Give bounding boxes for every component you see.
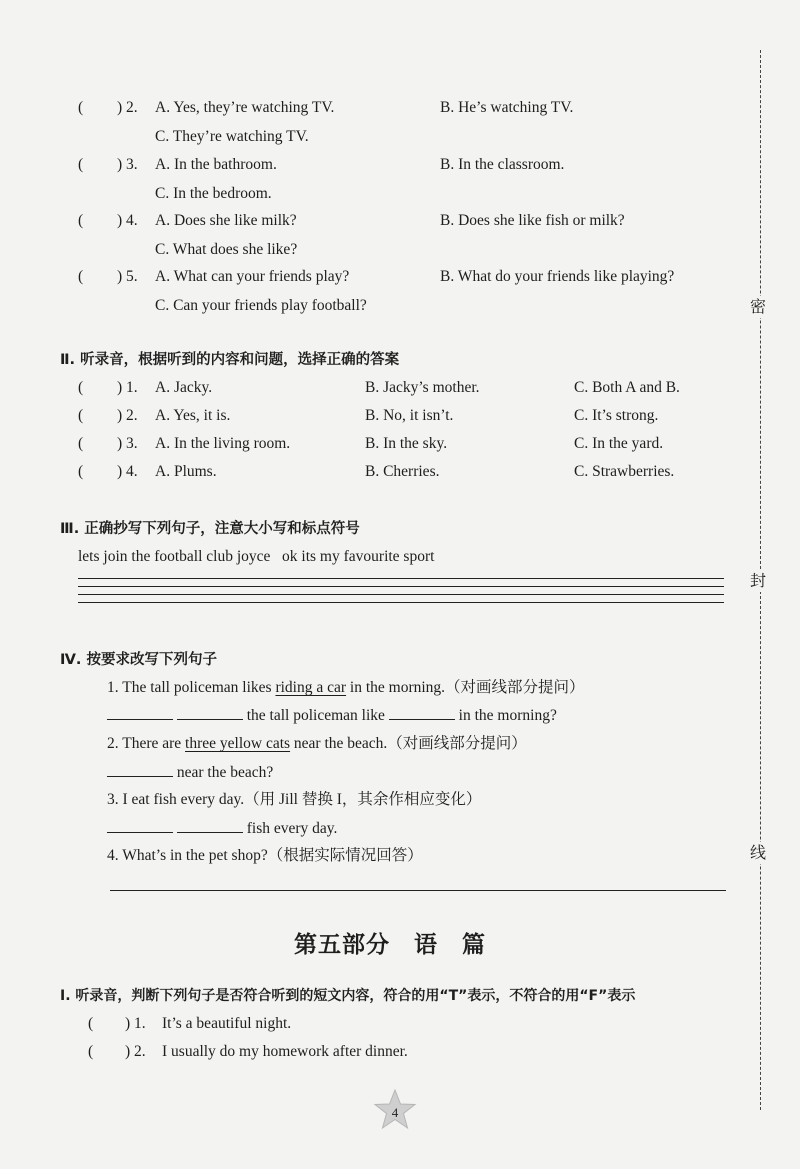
answer-bracket[interactable]: ( <box>78 212 84 229</box>
option-c: C. Strawberries. <box>574 463 675 480</box>
option-a: A. What can your friends play? <box>155 268 350 285</box>
rewrite-question-1: 1. The tall policeman likes riding a car in the morning.（对画线部分提问） <box>107 679 585 696</box>
question-number: ) 2. <box>125 1043 146 1060</box>
question-number: ) 1. <box>125 1015 146 1032</box>
option-a: A. In the bathroom. <box>155 156 277 173</box>
option-b: B. No, it isn’t. <box>365 407 454 424</box>
option-c: C. Can your friends play football? <box>155 297 367 314</box>
option-b: B. Cherries. <box>365 463 440 480</box>
binding-mark-mi: 密 <box>742 296 774 318</box>
answer-bracket[interactable]: ( <box>88 1043 94 1060</box>
option-b: B. Does she like fish or milk? <box>440 212 625 229</box>
writing-line-4[interactable] <box>78 602 724 603</box>
answer-bracket[interactable]: ( <box>78 379 84 396</box>
answer-blank[interactable] <box>107 818 173 833</box>
option-c: C. What does she like? <box>155 241 298 258</box>
question-number: ) 3. <box>117 435 138 452</box>
answer-line-4[interactable] <box>110 890 726 891</box>
answer-bracket[interactable]: ( <box>78 156 84 173</box>
rewrite-answer-3: fish every day. <box>107 818 337 839</box>
answer-blank[interactable] <box>177 705 243 720</box>
option-b: B. In the sky. <box>365 435 448 452</box>
answer-bracket[interactable]: ( <box>78 99 84 116</box>
underlined-phrase: riding a car <box>275 679 347 696</box>
option-c: C. They’re watching TV. <box>155 128 309 145</box>
option-a: A. In the living room. <box>155 435 291 452</box>
binding-mark-xian: 线 <box>742 842 774 864</box>
section-3-heading: Ⅲ. 正确抄写下列句子，注意大小写和标点符号 <box>60 521 360 537</box>
answer-blank[interactable] <box>107 762 173 777</box>
option-b: B. What do your friends like playing? <box>440 268 675 285</box>
question-number: ) 4. <box>117 463 138 480</box>
question-number: ) 4. <box>117 212 138 229</box>
statement: I usually do my homework after dinner. <box>162 1043 408 1060</box>
binding-mark-feng: 封 <box>742 570 774 592</box>
underlined-phrase: three yellow cats <box>185 735 291 752</box>
page-number: 4 <box>391 1105 399 1120</box>
option-a: A. Does she like milk? <box>155 212 297 229</box>
question-number: ) 2. <box>117 407 138 424</box>
rewrite-answer-1: the tall policeman like in the morning? <box>107 705 557 726</box>
question-number: ) 2. <box>117 99 138 116</box>
answer-bracket[interactable]: ( <box>88 1015 94 1032</box>
answer-blank[interactable] <box>389 705 455 720</box>
option-b: B. In the classroom. <box>440 156 565 173</box>
option-b: B. He’s watching TV. <box>440 99 574 116</box>
page-number-star <box>373 1088 417 1132</box>
answer-bracket[interactable]: ( <box>78 435 84 452</box>
option-a: A. Jacky. <box>155 379 213 396</box>
answer-blank[interactable] <box>107 705 173 720</box>
option-c: C. In the bedroom. <box>155 185 272 202</box>
option-a: A. Yes, they’re watching TV. <box>155 99 335 116</box>
rewrite-question-4: 4. What’s in the pet shop?（根据实际情况回答） <box>107 847 423 864</box>
option-b: B. Jacky’s mother. <box>365 379 480 396</box>
question-number: ) 1. <box>117 379 138 396</box>
option-c: C. Both A and B. <box>574 379 680 396</box>
option-c: C. It’s strong. <box>574 407 659 424</box>
statement: It’s a beautiful night. <box>162 1015 292 1032</box>
part-5-title: 第五部分 语 篇 <box>294 932 486 958</box>
answer-bracket[interactable]: ( <box>78 463 84 480</box>
part-5-section-1-heading: Ⅰ. 听录音，判断下列句子是否符合听到的短文内容，符合的用“T”表示，不符合的用“F”表示 <box>60 988 636 1004</box>
rewrite-answer-2: near the beach? <box>107 762 273 783</box>
answer-bracket[interactable]: ( <box>78 407 84 424</box>
writing-line-3[interactable] <box>78 594 724 595</box>
answer-bracket[interactable]: ( <box>78 268 84 285</box>
section-4-heading: Ⅳ. 按要求改写下列句子 <box>60 652 217 668</box>
option-a: A. Yes, it is. <box>155 407 231 424</box>
option-c: C. In the yard. <box>574 435 664 452</box>
rewrite-question-3: 3. I eat fish every day.（用 Jill 替换 I，其余作相应变化） <box>107 791 482 808</box>
rewrite-question-2: 2. There are three yellow cats near the beach.（对画线部分提问） <box>107 735 527 752</box>
writing-line-2[interactable] <box>78 586 724 587</box>
star-icon <box>373 1088 417 1132</box>
question-number: ) 3. <box>117 156 138 173</box>
copy-sentence: lets join the football club joyce ok its my favourite sport <box>78 548 435 565</box>
writing-line-1[interactable] <box>78 578 724 579</box>
answer-blank[interactable] <box>177 818 243 833</box>
question-number: ) 5. <box>117 268 138 285</box>
section-2-heading: Ⅱ. 听录音，根据听到的内容和问题，选择正确的答案 <box>60 352 400 368</box>
option-a: A. Plums. <box>155 463 217 480</box>
